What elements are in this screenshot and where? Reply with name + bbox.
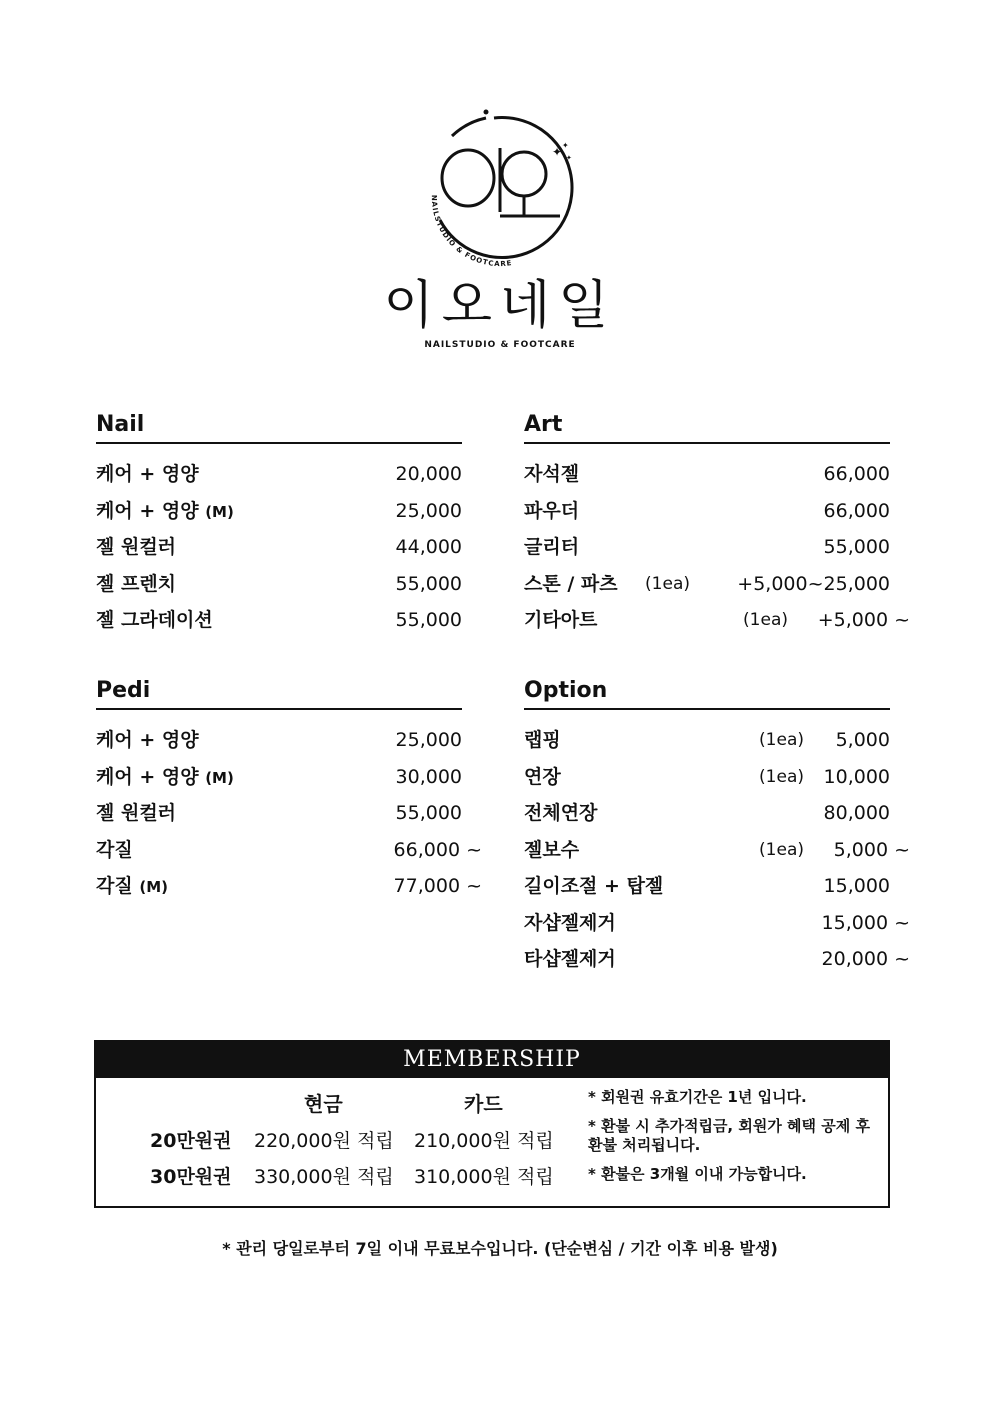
nail-section xyxy=(96,408,462,639)
brand-logo xyxy=(0,100,1000,350)
menu-row xyxy=(96,795,462,832)
menu-row xyxy=(524,941,910,978)
item-name: 젤보수 xyxy=(524,838,580,861)
item-unit: (1ea) xyxy=(743,610,788,630)
item-name: 타샵젤제거 xyxy=(524,948,616,970)
tier-name: 20만원권 xyxy=(150,1130,232,1152)
item-name: 파우더 xyxy=(524,499,580,522)
item-price: 15,000 ~ xyxy=(821,911,910,934)
item-price: 25,000 xyxy=(395,499,462,522)
item-price: 77,000 ~ xyxy=(393,875,482,897)
svg-text:✦: ✦ xyxy=(566,154,572,162)
item-price: 80,000 xyxy=(823,802,890,824)
item-price: 25,000 xyxy=(395,729,462,751)
item-price: 15,000 xyxy=(823,875,890,897)
item-price: 66,000 xyxy=(823,499,890,522)
tier-card: 210,000원 적립 xyxy=(414,1130,554,1152)
svg-text:✦: ✦ xyxy=(562,141,569,150)
menu-row xyxy=(524,868,890,905)
item-name: 랩핑 xyxy=(524,729,561,751)
item-price: 20,000 xyxy=(395,463,462,485)
item-name: 각질 (M) xyxy=(96,875,168,897)
item-name: 기타아트 xyxy=(524,609,598,631)
menu-row xyxy=(524,602,910,639)
menu-row xyxy=(96,722,462,759)
menu-row xyxy=(96,868,482,905)
item-name: 케어 + 영양 xyxy=(96,463,199,485)
membership-title: MEMBERSHIP xyxy=(96,1042,888,1078)
menu-row xyxy=(96,832,482,869)
footer-note: * 관리 당일로부터 7일 이내 무료보수입니다. (단순변심 / 기간 이후 비용 발생) xyxy=(222,1239,778,1258)
logo-emblem xyxy=(410,100,590,270)
item-price: 55,000 xyxy=(395,609,462,631)
item-unit: (1ea) xyxy=(645,573,690,594)
item-price: 66,000 xyxy=(823,463,890,485)
item-name: 연장 xyxy=(524,765,561,788)
section-title: Pedi xyxy=(96,674,462,710)
col-cash-header: 현금 xyxy=(304,1092,343,1116)
col-card-header: 카드 xyxy=(464,1092,503,1116)
menu-row xyxy=(524,832,910,869)
menu-row xyxy=(96,493,462,530)
item-price: +5,000~25,000 xyxy=(737,572,890,595)
item-name: 젤 프렌치 xyxy=(96,572,177,595)
item-price: 66,000 ~ xyxy=(393,838,482,861)
menu-row xyxy=(524,566,890,603)
item-name: 젤 원컬러 xyxy=(96,536,177,558)
menu-row xyxy=(96,529,462,566)
art-section xyxy=(524,408,910,639)
note: * 환불은 3개월 이내 가능합니다. xyxy=(588,1165,807,1183)
item-name: 젤 원컬러 xyxy=(96,802,177,824)
menu-row xyxy=(524,905,910,942)
tier-cash: 220,000원 적립 xyxy=(254,1130,394,1152)
item-name: 자석젤 xyxy=(524,463,580,485)
menu-row xyxy=(524,759,890,796)
menu-row xyxy=(524,493,890,530)
item-price: 30,000 xyxy=(395,765,462,788)
menu-row xyxy=(524,456,890,493)
svg-text:✦: ✦ xyxy=(552,145,563,159)
item-unit: (1ea) xyxy=(759,839,804,860)
section-title: Nail xyxy=(96,408,462,444)
tier-cash: 330,000원 적립 xyxy=(254,1166,394,1188)
note: * 회원권 유효기간은 1년 입니다. xyxy=(588,1088,807,1106)
pedi-section xyxy=(96,674,482,905)
menu-row xyxy=(96,456,462,493)
item-name: 글리터 xyxy=(524,536,580,558)
item-price: 5,000 ~ xyxy=(833,838,910,861)
brand-subtitle: NAILSTUDIO & FOOTCARE xyxy=(424,340,576,350)
item-name: 스톤 / 파츠 xyxy=(524,572,618,595)
item-price: 55,000 xyxy=(395,802,462,824)
item-price: 5,000 xyxy=(835,729,890,751)
item-price: 20,000 ~ xyxy=(821,948,910,970)
note: * 환불 시 추가적립금, 회원가 혜택 공제 후 환불 처리됩니다. xyxy=(588,1117,870,1154)
membership-box xyxy=(94,1040,890,1208)
section-title: Art xyxy=(524,408,890,444)
menu-row xyxy=(524,795,890,832)
item-name: 케어 + 영양 (M) xyxy=(96,499,234,522)
tier-name: 30만원권 xyxy=(150,1166,232,1188)
item-unit: (1ea) xyxy=(759,766,804,787)
item-name: 케어 + 영양 xyxy=(96,729,199,751)
menu-row xyxy=(524,529,890,566)
item-name: 케어 + 영양 (M) xyxy=(96,765,234,788)
item-price: +5,000 ~ xyxy=(817,609,910,631)
menu-row xyxy=(524,722,890,759)
item-name: 전체연장 xyxy=(524,802,598,824)
item-name: 자샵젤제거 xyxy=(524,911,616,934)
brand-name: 이오네일 xyxy=(383,276,617,336)
item-unit: (1ea) xyxy=(759,730,804,750)
section-title: Option xyxy=(524,674,890,710)
item-price: 10,000 xyxy=(823,765,890,788)
item-price: 55,000 xyxy=(395,572,462,595)
item-price: 55,000 xyxy=(823,536,890,558)
menu-row xyxy=(96,602,462,639)
item-name: 길이조절 + 탑젤 xyxy=(524,875,664,897)
item-name: 젤 그라데이션 xyxy=(96,609,213,631)
tier-card: 310,000원 적립 xyxy=(414,1166,554,1188)
menu-row xyxy=(96,759,462,796)
menu-row xyxy=(96,566,462,603)
item-price: 44,000 xyxy=(395,536,462,558)
item-name: 각질 xyxy=(96,838,133,861)
logo-ring-text: NAILSTUDIO & FOOTCARE xyxy=(429,194,513,269)
membership-notes xyxy=(588,1088,878,1194)
option-section xyxy=(524,674,910,978)
